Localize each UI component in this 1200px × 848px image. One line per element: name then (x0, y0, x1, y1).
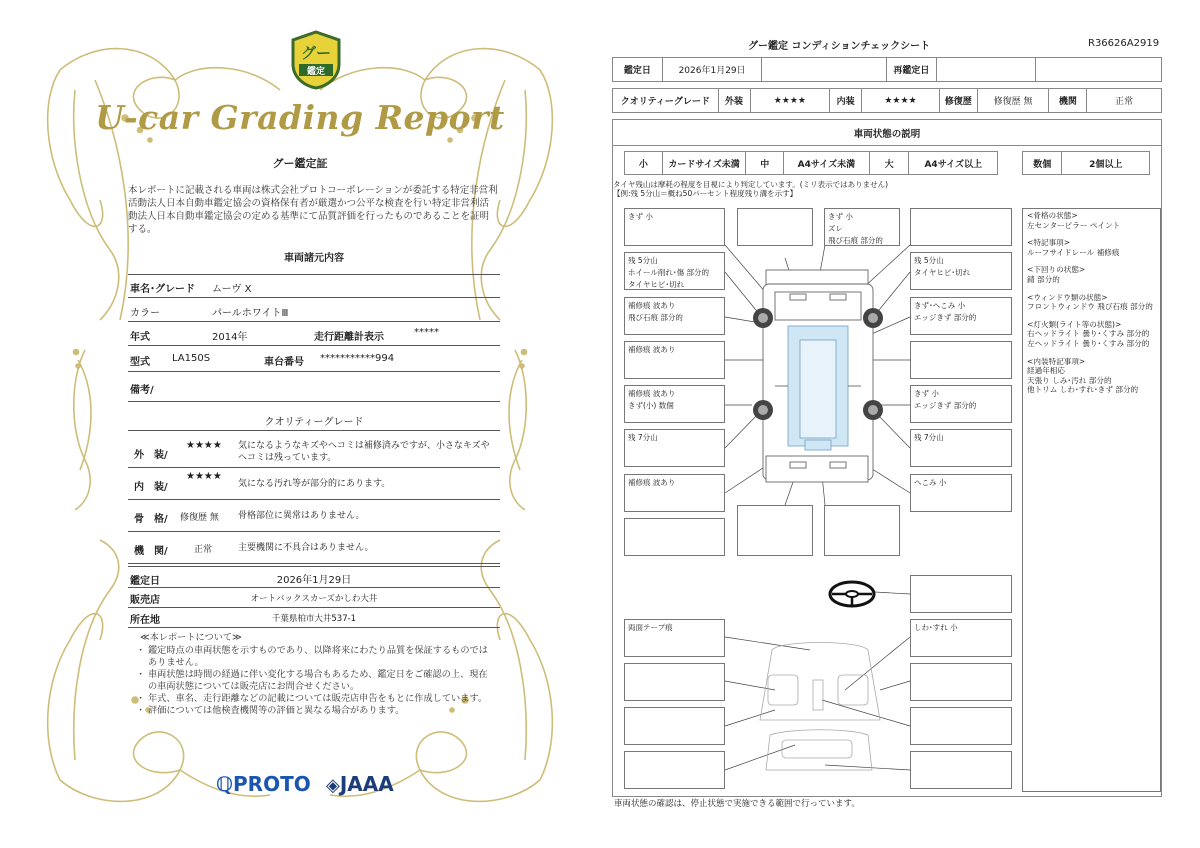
jaaa-logo-text: JAAA (339, 772, 394, 796)
condition-box (737, 505, 813, 556)
size-mid-desc: A4サイズ未満 (784, 152, 870, 174)
count-desc: 2個以上 (1089, 159, 1123, 170)
car-name-value: ムーヴ X (212, 284, 252, 295)
car-name-row (128, 274, 500, 298)
frame-value: 修復歴 無 (180, 513, 219, 523)
note-line: 錆 部分的 (1027, 274, 1060, 284)
condition-box: へこみ 小 (910, 474, 1012, 512)
quality-heading: クオリティーグレード (264, 417, 364, 428)
frame-grade-row (128, 500, 500, 532)
size-large-desc: A4サイズ以上 (924, 159, 982, 170)
special-notes (1027, 238, 1156, 257)
note-line: ルーフサイドレール 補修痕 (1027, 247, 1120, 257)
interior-label: 内装 (830, 89, 862, 112)
inspection-footnote: 車両状態の確認は、停止状態で実施できる範囲で行っています。 (614, 799, 860, 809)
size-mid-label: 中 (746, 152, 784, 174)
repair-value: 修復歴 無 (978, 89, 1050, 112)
car-name-label: 車名･グレード (130, 284, 195, 295)
note-item: ・ 年式、車名、走行距離などの記載については販売店申告をもとに作成しています。 (136, 693, 496, 705)
engine-value: 正常 (194, 545, 213, 555)
car-top-view (763, 270, 873, 482)
condition-box (624, 663, 725, 701)
inspection-date-label: 鑑定日 (130, 576, 160, 587)
exterior-description: 気になるようなキズやヘコミは補修済みですが、小さなキズやヘコミは残っています。 (238, 441, 490, 463)
note-item: ・ 車両状態は時間の経過に伴い変化する場合もあるため、鑑定日をご確認の上、現在の車両状態については販売店にお問合せください。 (136, 669, 496, 693)
condition-box: 補修痕 波あり (624, 341, 725, 379)
engine-value: 正常 (1115, 97, 1134, 107)
count-label: 数個 (1023, 152, 1062, 174)
exterior-label: 外装 (719, 89, 751, 112)
size-small-label: 小 (625, 152, 663, 174)
note-title: <灯火類(ライト等の状態)> (1027, 319, 1122, 329)
note-item: ・ 鑑定時点の車両状態を示すものであり、以降将来にわたり品質を保証するものではありません。 (136, 645, 496, 669)
condition-box: 残 5分山 ホイール削れ･傷 部分的 タイヤヒビ･切れ (624, 252, 725, 290)
interior-stars: ★★★★ (862, 89, 940, 112)
proto-logo-text: PROTO (233, 772, 311, 796)
year-label: 年式 (130, 332, 150, 343)
specs-heading: 車両諸元内容 (284, 253, 344, 264)
engine-label: 機 関/ (134, 546, 168, 557)
condition-box (910, 208, 1012, 246)
condition-box (737, 208, 813, 246)
condition-box: 残 7分山 (624, 429, 725, 467)
dealer-value: オートバックスカーズかしわ大井 (250, 594, 378, 604)
condition-box: 残 5分山 タイヤヒビ･切れ (910, 252, 1012, 290)
color-label: カラー (130, 308, 160, 319)
badge-label: 鑑定 (306, 67, 326, 77)
model-value: LA150S (172, 353, 211, 364)
frame-notes (1027, 211, 1156, 230)
exterior-stars: ★★★★ (751, 89, 831, 112)
chassis-label: 車台番号 (264, 357, 304, 368)
condition-box (910, 575, 1012, 613)
steering-wheel-icon (830, 582, 874, 606)
year-value: 2014年 (212, 332, 248, 343)
condition-box: きず 小 エッジきず 部分的 (910, 385, 1012, 423)
condition-box: きず･へこみ 小 エッジきず 部分的 (910, 297, 1012, 335)
svg-text:グー: グー (300, 44, 332, 62)
condition-box (624, 751, 725, 789)
note-title: <内装特記事項> (1027, 356, 1086, 366)
interior-notes (1027, 357, 1156, 395)
condition-box (624, 707, 725, 745)
note-line: 左ヘッドライト 曇り･くすみ 部分的 (1027, 338, 1150, 348)
note-line: 経過年相応 (1027, 366, 1065, 376)
address-value: 千葉県柏市大井537-1 (271, 614, 357, 624)
note-title: <骨格の状態> (1027, 211, 1078, 220)
report-script-title: U-car Grading Report (95, 98, 505, 137)
certificate-title: グー鑑定証 (272, 157, 328, 170)
condition-box (624, 518, 725, 556)
dealer-label: 販売店 (130, 595, 160, 606)
sheet-id: R36626A2919 (1088, 38, 1160, 49)
tire-note: タイヤ残山は摩耗の程度を目視により判定しています。(ミリ表示ではありません) (613, 180, 889, 189)
engine-description: 主要機関に不具合はありません。 (238, 543, 374, 553)
condition-notes (1022, 208, 1161, 792)
jaaa-mark-icon: ◈ (326, 775, 340, 796)
jaaa-logo (326, 772, 394, 796)
condition-box: きず 小 ズレ 飛び石痕 部分的 (824, 208, 900, 246)
remarks-row (128, 372, 500, 402)
remarks-label: 備考/ (130, 385, 154, 396)
mileage-value: ***** (414, 327, 439, 338)
interior-stars: ★★★★ (186, 471, 222, 482)
frame-label: 骨 格/ (134, 514, 168, 525)
model-label: 型式 (130, 357, 150, 368)
window-notes (1027, 293, 1156, 312)
proto-logo (216, 772, 311, 796)
interior-description: 気になる汚れ等が部分的にあります。 (238, 479, 391, 489)
dealer-row (128, 588, 500, 608)
condition-box: 残 7分山 (910, 429, 1012, 467)
interior-grade-row (128, 468, 500, 500)
proto-mark-icon: ℚ (216, 772, 234, 796)
exterior-stars: ★★★★ (186, 440, 222, 451)
sheet-title: グー鑑定 コンディションチェックシート (748, 41, 931, 52)
condition-box (910, 751, 1012, 789)
exterior-label: 外 装/ (134, 450, 168, 461)
condition-box: 両面テープ痕 (624, 619, 725, 657)
note-line: 天張り しみ･汚れ 部分的 (1027, 375, 1112, 385)
condition-box: しわ･すれ 小 (910, 619, 1012, 657)
note-line: フロントウィンドウ 飛び石痕 部分的 (1027, 302, 1153, 312)
date-value: 2026年1月29日 (663, 58, 763, 81)
condition-box (910, 663, 1012, 701)
size-small-desc: カードサイズ未満 (663, 152, 747, 174)
address-label: 所在地 (130, 615, 160, 626)
grade-label: クオリティーグレード (613, 89, 719, 112)
lights-notes (1027, 320, 1156, 349)
certificate-intro: 本レポートに記載される車両は株式会社プロトコーポレーションが委託する特定非営利活動法人日本自動車鑑定協会の資格保有者が厳選かつ公平な検査を行い特定非営利活動法人日本自動車鑑定協会の定める基準にて品質評価を行ったものであることを証明する。 (128, 185, 498, 235)
note-line: 左センターピラー ペイント (1027, 220, 1121, 230)
inspection-date-row (128, 566, 500, 588)
condition-box: 補修痕 波あり 飛び石痕 部分的 (624, 297, 725, 335)
notes-title: ≪本レポートについて≫ (140, 632, 242, 643)
condition-box (910, 341, 1012, 379)
size-large-label: 大 (870, 152, 910, 174)
year-row (128, 322, 500, 346)
condition-box (910, 707, 1012, 745)
condition-box (824, 505, 900, 556)
note-title: <ウィンドウ類の状態> (1027, 292, 1108, 302)
condition-check-sheet (600, 0, 1200, 848)
note-item: ・ 評価については他検査機関等の評価と異なる場合があります。 (136, 705, 496, 717)
color-value: パールホワイトⅢ (212, 308, 289, 319)
frame-description: 骨格部位に異常はありません。 (238, 511, 365, 521)
condition-box: きず 小 (624, 208, 725, 246)
condition-box: 補修痕 波あり きず(小) 数個 (624, 385, 725, 423)
reinspect-label: 再鑑定日 (887, 58, 937, 81)
condition-box: 補修痕 波あり (624, 474, 725, 512)
inspection-date-value: 2026年1月29日 (276, 575, 352, 586)
color-row (128, 298, 500, 322)
exterior-grade-row (128, 430, 500, 468)
engine-label: 機関 (1049, 89, 1087, 112)
note-line: 右ヘッドライト 曇り･くすみ 部分的 (1027, 329, 1150, 339)
mileage-label: 走行距離計表示 (314, 332, 384, 343)
note-title: <下回りの状態> (1027, 265, 1086, 275)
condition-section-title: 車両状態の説明 (613, 120, 1161, 146)
goo-grading-badge-icon (287, 30, 345, 90)
underbody-notes (1027, 265, 1156, 284)
engine-grade-row (128, 532, 500, 564)
model-row (128, 346, 500, 372)
tire-example-note: 【例:残 5分山＝概ね50パーセント程度残り溝を示す】 (613, 189, 798, 198)
note-line: 他トリム しわ･すれ･きず 部分的 (1027, 385, 1139, 395)
report-notes (136, 632, 496, 717)
chassis-value: ***********994 (320, 353, 395, 364)
date-label: 鑑定日 (613, 58, 663, 81)
interior-label: 内 装/ (134, 482, 168, 493)
address-row (128, 608, 500, 628)
repair-label: 修復歴 (940, 89, 978, 112)
note-title: <特記事項> (1027, 238, 1071, 248)
